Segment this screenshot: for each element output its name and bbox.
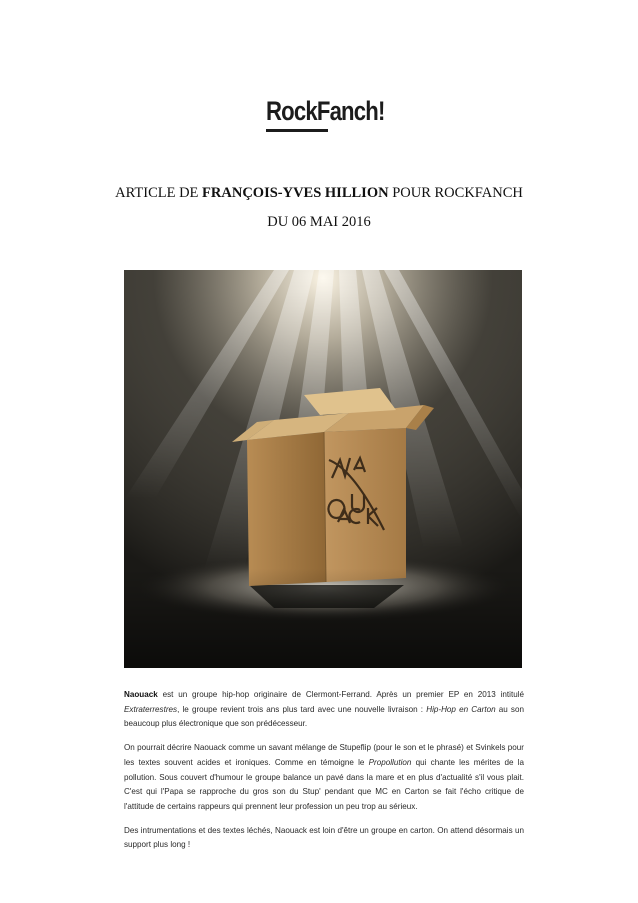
article-body: [124, 688, 524, 862]
article-byline: [0, 184, 638, 202]
logo-text: RockFanch!: [266, 96, 385, 126]
song-title: Propollution: [368, 757, 412, 767]
article-date: DU 06 MAI 2016: [267, 214, 371, 230]
p2-text-b: qui chante les mérites de la pollution. Sous couvert d'humour le groupe balance un pavé dans la mare et en plus d'actualité s'il vous plait. C'est qui l'Papa se rapproche du gros son du Stup' pendant que MC en Carton se fait l'écho critique de l'attitude de certains rappeurs qui prennent leur profession un peu trop au sérieux.: [124, 757, 525, 811]
p1-text-a: est un groupe hip-hop originaire de Clermont-Ferrand. Après un premier EP en 2013 intitulé: [157, 690, 524, 699]
article-paragraph-2: [124, 741, 524, 815]
p1-text-c: au son beaucoup plus électronique que son prédécesseur.: [124, 704, 524, 729]
p2-text-a: On pourrait décrire Naouack comme un savant mélange de Stupeflip (pour le son et le phrasé) et Svinkels pour les textes souvent acides et ironiques. Comme en témoigne le: [124, 743, 524, 767]
new-release-title: Hip-Hop en Carton: [426, 704, 496, 714]
byline-prefix: ARTICLE DE: [115, 185, 203, 201]
album-cover-photo: [124, 270, 522, 668]
author-name: FRANÇOIS-YVES HILLION: [202, 185, 389, 201]
article-paragraph-3: Des intrumentations et des textes léchés, Naouack est loin d'être un groupe en carton. On attend désormais un support plus long !: [124, 825, 524, 850]
ep-title: Extraterrestres: [124, 704, 178, 714]
p1-text-b: , le groupe revient trois ans plus tard avec une nouvelle livraison :: [177, 704, 427, 714]
logo-underline: [266, 129, 328, 132]
article-paragraph-1: [124, 688, 524, 732]
band-name: Naouack: [124, 690, 158, 699]
byline-suffix: POUR ROCKFANCH: [388, 185, 523, 201]
rockfanch-logo: [266, 89, 386, 133]
